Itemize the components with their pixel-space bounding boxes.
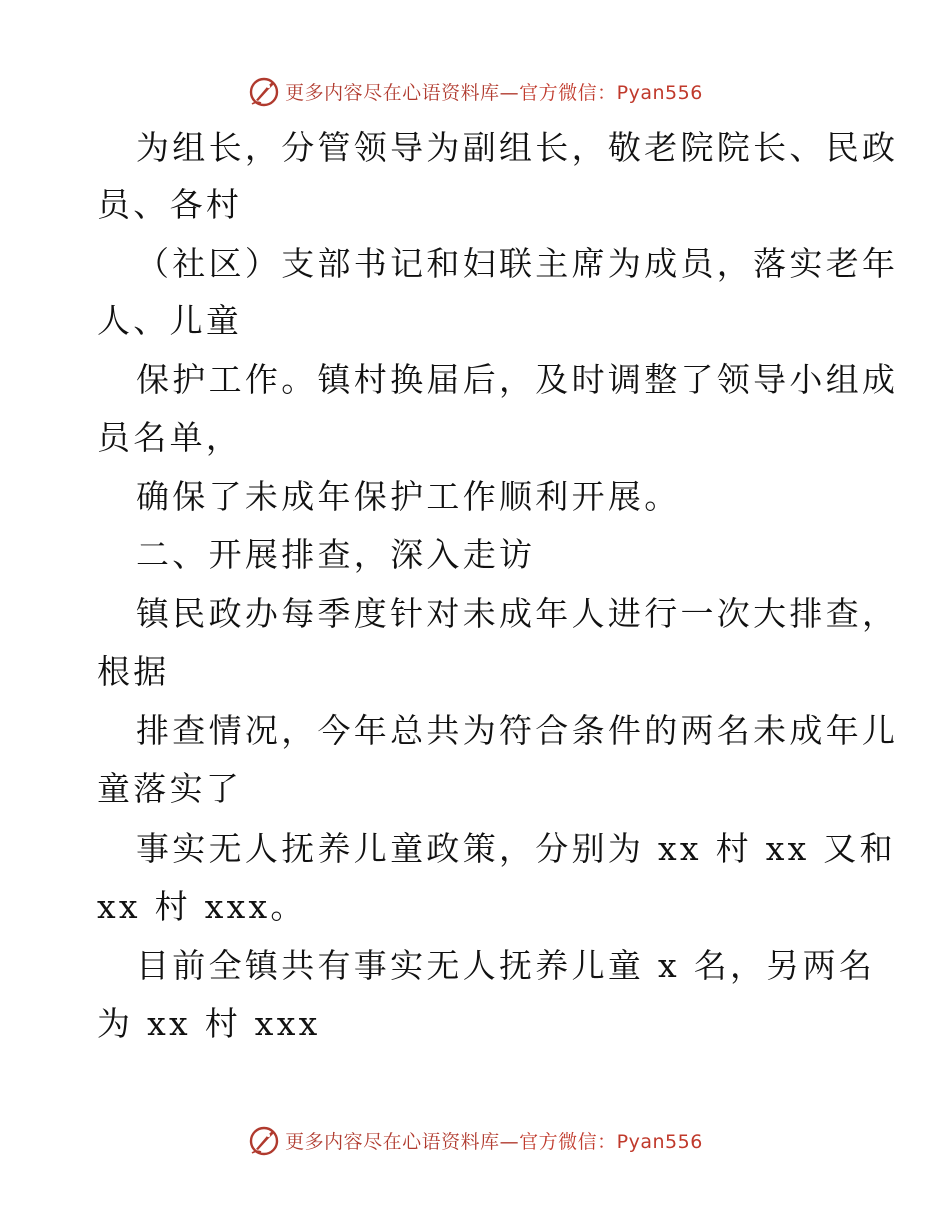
watermark-site-text: 更多内容尽在心语资料库— xyxy=(285,1130,520,1153)
section-heading: 二、开展排查，深入走访 xyxy=(136,535,536,574)
body-line: 为 xx 村 xxx xyxy=(97,1004,321,1043)
body-line: 根据 xyxy=(97,652,170,691)
body-line: 事实无人抚养儿童政策，分别为 xx 村 xx 又和 xyxy=(136,829,896,868)
footer-watermark xyxy=(0,1120,950,1160)
watermark-site-text: 更多内容尽在心语资料库— xyxy=(285,81,520,104)
body-line: 镇民政办每季度针对未成年人进行一次大排查， xyxy=(136,594,899,633)
pen-nib-logo-icon xyxy=(247,1123,281,1157)
body-line: 目前全镇共有事实无人抚养儿童 x 名，另两名 xyxy=(136,946,876,985)
body-line: 确保了未成年保护工作顺利开展。 xyxy=(136,477,681,516)
body-line: 排查情况，今年总共为符合条件的两名未成年儿 xyxy=(136,711,899,750)
body-line: 人、儿童 xyxy=(97,301,243,340)
body-line: 保护工作。镇村换届后，及时调整了领导小组成 xyxy=(136,360,899,399)
body-line: 为组长，分管领导为副组长，敬老院院长、民政 xyxy=(136,128,899,167)
body-line: 童落实了 xyxy=(97,769,243,808)
body-line: （社区）支部书记和妇联主席为成员，落实老年 xyxy=(136,244,899,283)
watermark-text xyxy=(285,1127,703,1154)
body-line: 员、各村 xyxy=(97,185,243,224)
body-line: 员名单， xyxy=(97,418,243,457)
watermark-wechat-text: 官方微信：Pyan556 xyxy=(519,1130,703,1153)
watermark-wechat-text: 官方微信：Pyan556 xyxy=(519,81,703,104)
body-line: xx 村 xxx。 xyxy=(97,887,307,926)
